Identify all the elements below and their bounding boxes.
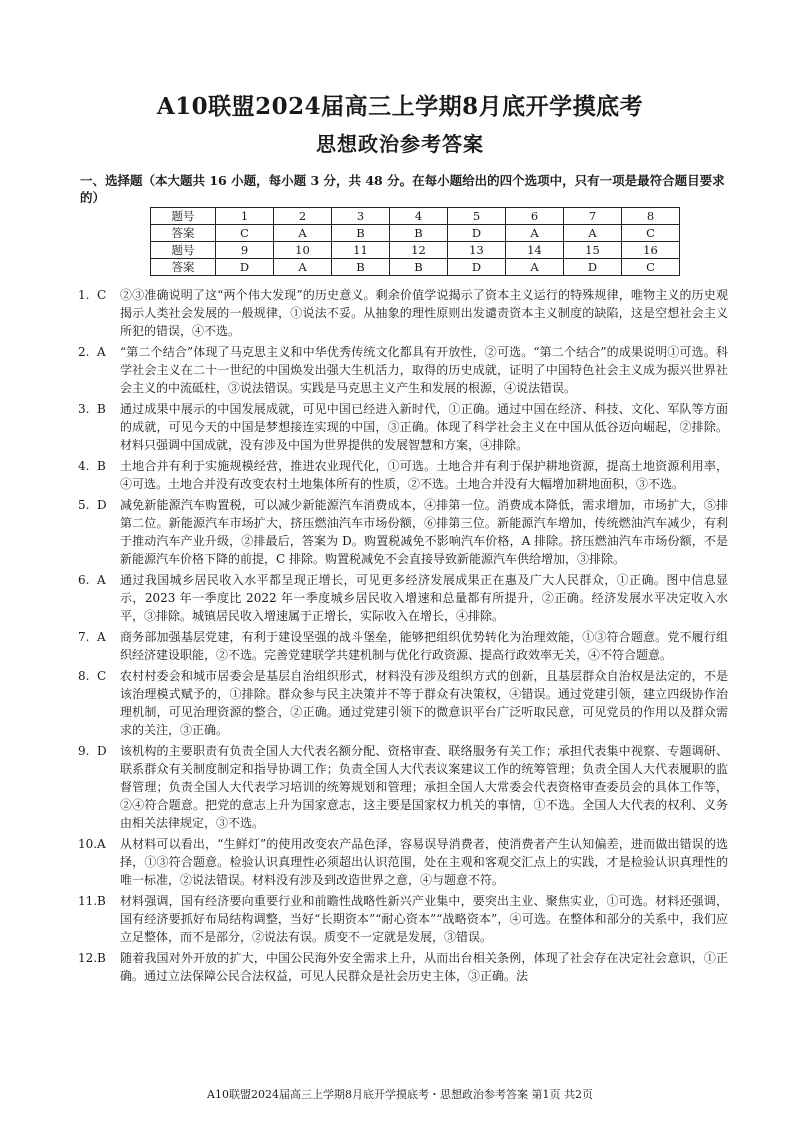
row-label: 答案 [151,225,216,242]
item-number: 2. [78,345,90,359]
answer-cell: A [274,259,332,276]
list-item [78,949,728,985]
table-row-answers-2 [151,259,680,276]
table-row-answers-1 [151,225,680,242]
question-number: 4 [390,208,448,225]
question-number: 10 [274,242,332,259]
table-row-questions-1 [151,208,680,225]
item-text: 农村村委会和城市居委会是基层自治组织形式，材料没有涉及组织方式的创新，且基层群众自治权是法定的，不是该治理模式赋予的，①排除。群众参与民主决策并不等于群众有决策权，④错误。通过党建引领，建立四级协作治理机制，可见治理资源的整合，②正确。通过党建引领下的微意识平台广泛听取民意，可见党员的作用以及群众需求的关注，③正确。 [120,669,728,737]
question-number: 5 [448,208,506,225]
item-number: 1. [78,288,90,302]
page-title: A10联盟2024届高三上学期8月底开学摸底考 [156,93,644,120]
item-number: 3. [78,402,90,416]
section-heading: 一、选择题（本大题共 16 小题，每小题 3 分，共 48 分。在每小题给出的四个选项中，只有一项是最符合题目要求的） [80,173,725,205]
list-item [78,628,728,664]
question-number: 15 [564,242,622,259]
item-answer: A [97,573,106,587]
item-number: 12. [78,951,98,965]
answer-cell: B [332,225,390,242]
item-answer: A [97,345,106,359]
item-answer: D [97,498,107,512]
list-item [78,457,728,493]
answer-cell: D [216,259,274,276]
item-answer: B [97,894,106,908]
answer-cell: B [390,259,448,276]
item-text: 随着我国对外开放的扩大，中国公民海外安全需求上升，从而出台相关条例，体现了社会存在决定社会意识，①正确。通过立法保障公民合法权益，可见人民群众是社会历史主体，③正确。法 [120,951,728,983]
question-number: 11 [332,242,390,259]
answer-cell: A [506,225,564,242]
item-text: “第二个结合”体现了马克思主义和中华优秀传统文化都具有开放性，②可选。“第二个结合”的成果说明①可选。科学社会主义在二十一世纪的中国焕发出强大生机活力，取得的历史成就，证明了中国特色社会主义成为振兴世界社会主义的中流砥柱，③说法错误。实践是马克思主义产生和发展的根源，④说法错误。 [120,345,728,395]
answer-cell: A [274,225,332,242]
question-number: 8 [622,208,680,225]
item-text: ②③准确说明了这“两个伟大发现”的历史意义。剩余价值学说揭示了资本主义运行的特殊规律，唯物主义的历史观揭示人类社会发展的一般规律，①说法不妥。从抽象的理性原则出发谴责资本主义制度的缺陷，这是空想社会主义所犯的错误，④不选。 [120,288,728,338]
item-answer: B [97,402,106,416]
list-item [78,835,728,889]
answer-cell: C [622,259,680,276]
list-item [78,286,728,340]
item-text: 土地合并有利于实施规模经营，推进农业现代化，①可选。土地合并有利于保护耕地资源，提高土地资源利用率，④可选。土地合并没有改变农村土地集体所有的性质，②不选。土地合并没有大幅增加耕地面积，③不选。 [120,459,728,491]
list-item [78,667,728,739]
list-item [78,343,728,397]
question-number: 14 [506,242,564,259]
row-label: 题号 [151,242,216,259]
answer-cell: A [564,225,622,242]
item-text: 材料强调，国有经济要向重要行业和前瞻性战略性新兴产业集中，要突出主业、聚焦实业，①可选。材料还强调，国有经济要抓好布局结构调整，当好“长期资本”“耐心资本”“战略资本”，④可选。在整体和部分的关系中，我们应立足整体，而不是部分，②说法有误。质变不一定就是发展，③错误。 [120,894,728,944]
list-item [78,742,728,832]
item-number: 10. [78,837,98,851]
table-row-questions-2 [151,242,680,259]
item-answer: C [97,669,107,683]
answer-cell: B [390,225,448,242]
question-number: 7 [564,208,622,225]
question-number: 16 [622,242,680,259]
item-answer: C [97,288,107,302]
question-number: 13 [448,242,506,259]
answer-cell: C [216,225,274,242]
item-text: 该机构的主要职责有负责全国人大代表名额分配、资格审查、联络服务有关工作；承担代表集中视察、专题调研、联系群众有关制度制定和指导协调工作；负责全国人大代表议案建议工作的统筹管理；负责全国人大代表履职的监督管理；负责全国人大代表学习培训的统筹规划和管理；承担全国人大常委会代表资格审查委员会的具体工作等，②④符合题意。把党的意志上升为国家意志，这主要是国家权力机关的事情，①不选。全国人大代表的权利、义务由相关法律规定，③不选。 [120,744,728,830]
item-answer: D [97,744,107,758]
item-number: 6. [78,573,90,587]
item-text: 从材料可以看出，“生鲜灯”的使用改变农产品色泽，容易误导消费者，使消费者产生认知偏差，进而做出错误的选择，①③符合题意。检验认识真理性必须超出认识范围，处在主观和客观交汇点上的实践，才是检验认识真理性的唯一标准，②说法错误。材料没有涉及到改造世界之意，④与题意不符。 [120,837,728,887]
list-item [78,400,728,454]
answer-cell: D [564,259,622,276]
item-number: 8. [78,669,90,683]
item-text: 减免新能源汽车购置税，可以减少新能源汽车消费成本，④排第一位。消费成本降低，需求增加，市场扩大，⑤排第二位。新能源汽车市场扩大，挤压燃油汽车市场份额，⑥排第三位。新能源汽车增加，传统燃油汽车减少，有利于推动汽车产业升级，②排最后，答案为 D。购置税减免不影响汽车价格，A 排除。挤压燃油汽车市场份额，不是新能源汽车价格下降的前提，C 排除。购置税减免不会直接导致新能源汽车供给增加，③排除。 [120,498,728,566]
answer-cell: D [448,259,506,276]
item-number: 7. [78,630,90,644]
explanation-list [78,286,728,988]
item-number: 11. [78,894,98,908]
row-label: 题号 [151,208,216,225]
list-item [78,892,728,946]
list-item [78,496,728,568]
page-subtitle: 思想政治参考答案 [316,132,484,156]
page-footer: A10联盟2024届高三上学期8月底开学摸底考・思想政治参考答案 第1页 共2页 [207,1088,593,1101]
question-number: 1 [216,208,274,225]
item-answer: B [97,459,106,473]
answer-cell: D [448,225,506,242]
item-text: 通过我国城乡居民收入水平都呈现正增长，可见更多经济发展成果正在惠及广大人民群众，①正确。图中信息显示，2023 年一季度比 2022 年一季度城乡居民收入增速和总量都有所提升，②正确。经济发展水平决定收入水平，③排除。城镇居民收入增速属于正增长，实际收入在增长，④排除。 [120,573,728,623]
item-text: 商务部加强基层党建，有利于建设坚强的战斗堡垒，能够把组织优势转化为治理效能，①③符合题意。党不履行组织经济建设职能，②不选。完善党建联学共建机制与优化行政资源、提高行政效率无关，④不符合题意。 [120,630,728,662]
answer-cell: C [622,225,680,242]
item-number: 4. [78,459,90,473]
question-number: 6 [506,208,564,225]
item-text: 通过成果中展示的中国发展成就，可见中国已经进入新时代，①正确。通过中国在经济、科技、文化、军队等方面的成就，可见今天的中国是梦想接连实现的中国，③正确。体现了科学社会主义在中国从低谷迈向崛起，②排除。材料只强调中国成就，没有涉及中国为世界提供的发展智慧和方案，④排除。 [120,402,728,452]
row-label: 答案 [151,259,216,276]
question-number: 3 [332,208,390,225]
answer-cell: A [506,259,564,276]
item-answer: A [97,630,106,644]
item-number: 9. [78,744,90,758]
question-number: 2 [274,208,332,225]
item-number: 5. [78,498,90,512]
list-item [78,571,728,625]
question-number: 9 [216,242,274,259]
answer-cell: B [332,259,390,276]
item-answer: A [97,837,106,851]
item-answer: B [97,951,106,965]
answer-table [150,207,680,276]
question-number: 12 [390,242,448,259]
